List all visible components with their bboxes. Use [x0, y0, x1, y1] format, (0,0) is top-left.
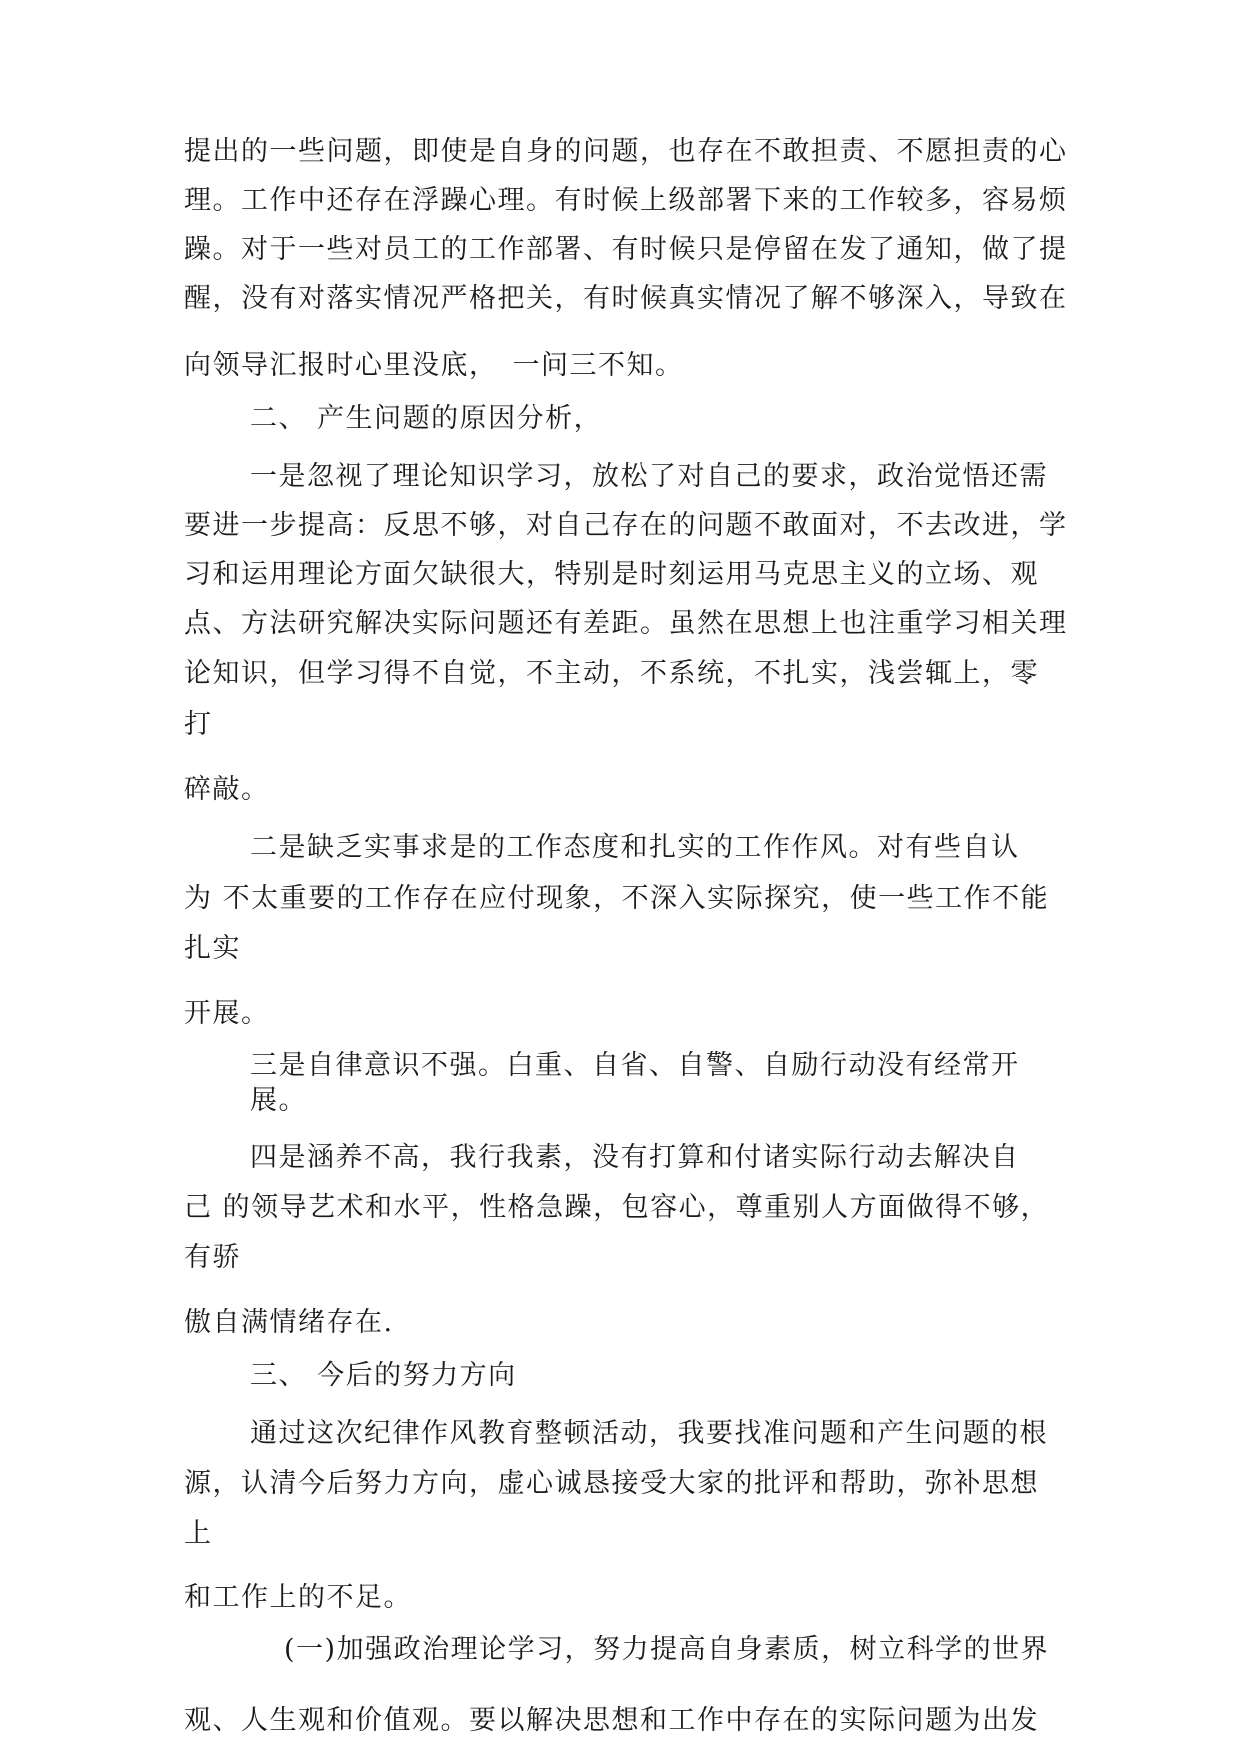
text-line: 有骄 — [184, 1242, 241, 1273]
text-line: 扎实 — [184, 933, 241, 964]
text-line: 观、人生观和价值观。要以解决思想和工作中存在的实际问题为出发 — [184, 1705, 1039, 1736]
text-line: 通过这次纪律作风教育整顿活动，我要找准问题和产生问题的根 — [250, 1418, 1048, 1449]
text-line: 要进一步提高：反思不够，对自己存在的问题不敢面对，不去改进，学 — [184, 510, 1068, 541]
text-line: 开展。 — [184, 998, 270, 1029]
text-line: 躁。对于一些对员工的工作部署、有时候只是停留在发了通知，做了提 — [184, 234, 1068, 265]
text-line: 三是自律意识不强。白重、自省、自警、自励行动没有经常开 — [250, 1050, 1020, 1081]
text-line: 理。工作中还存在浮躁心理。有时候上级部署下来的工作较多，容易烦 — [184, 185, 1068, 216]
text-line: 碎敲。 — [184, 774, 270, 805]
text-line: 展。 — [250, 1085, 307, 1116]
text-line: 己 的领导艺术和水平，性格急躁，包容心，尊重别人方面做得不够， — [184, 1192, 1050, 1223]
text-line: 习和运用理论方面欠缺很大，特别是时刻运用马克思主义的立场、观 — [184, 559, 1039, 590]
text-line: 论知识，但学习得不自觉，不主动，不系统，不扎实，浅尝辄上，零 — [184, 658, 1039, 689]
section-heading: 三、 今后的努力方向 — [250, 1360, 517, 1391]
text-line: 上 — [184, 1518, 213, 1549]
text-line: 为 不太重要的工作存在应付现象，不深入实际探究，使一些工作不能 — [184, 883, 1050, 914]
text-line: (一)加强政治理论学习，努力提高自身素质，树立科学的世界 — [284, 1634, 1050, 1665]
text-line: 四是涵养不高，我行我素，没有打算和付诸实际行动去解决自 — [250, 1142, 1020, 1173]
text-line: 源，认清今后努力方向，虚心诚恳接受大家的批评和帮助，弥补思想 — [184, 1468, 1039, 1499]
text-line: 向领导汇报时心里没底， 一问三不知。 — [184, 350, 684, 381]
text-line: 提出的一些问题，即使是自身的问题，也存在不敢担责、不愿担责的心 — [184, 136, 1068, 167]
text-line: 醒，没有对落实情况严格把关，有时候真实情况了解不够深入，导致在 — [184, 283, 1068, 314]
text-line: 打 — [184, 709, 213, 740]
text-line: 傲自满情绪存在. — [184, 1307, 394, 1338]
text-line: 点、方法研究解决实际问题还有差距。虽然在思想上也注重学习相关理 — [184, 608, 1068, 639]
section-heading: 二、 产生问题的原因分析， — [250, 403, 603, 434]
text-line: 二是缺乏实事求是的工作态度和扎实的工作作风。对有些自认 — [250, 832, 1020, 863]
text-line: 和工作上的不足。 — [184, 1582, 412, 1613]
text-line: 一是忽视了理论知识学习，放松了对自己的要求，政治觉悟还需 — [250, 461, 1048, 492]
